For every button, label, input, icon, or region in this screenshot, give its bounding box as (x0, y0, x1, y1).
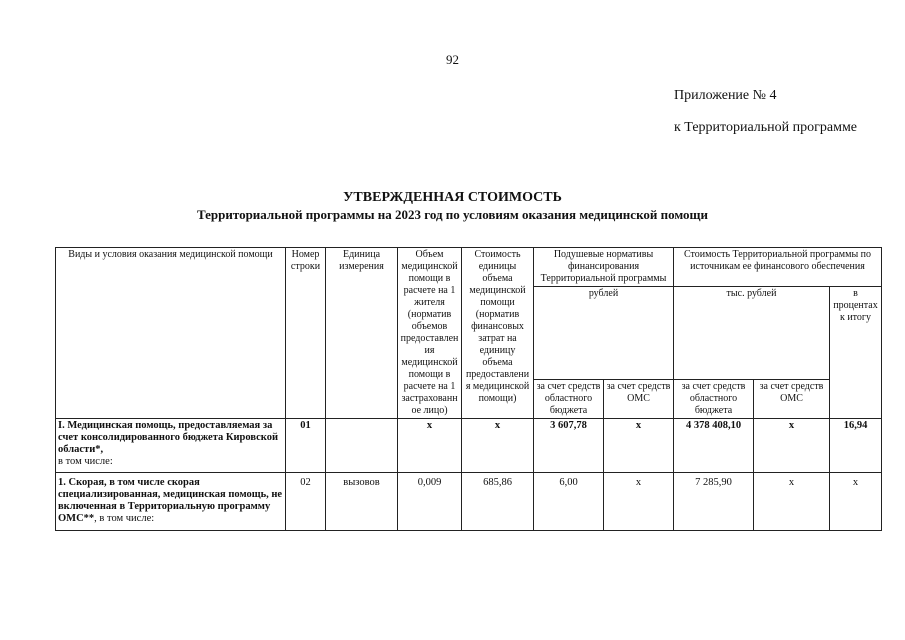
row-pc-budget: 6,00 (534, 473, 604, 531)
row-name (56, 473, 286, 531)
row-line: 02 (286, 473, 326, 531)
cost-table (55, 247, 882, 531)
header-types: Виды и условия оказания медицинской помощи (56, 248, 286, 419)
header-unit-cost: Стоимость единицы объема медицинской помощи (норматив финансовых затрат на единицу объема предоставления медицинской помощи) (462, 248, 534, 419)
header-cost-budget: за счет средств областного бюджета (674, 380, 754, 419)
row-line: 01 (286, 419, 326, 473)
header-unit: Единица измерения (326, 248, 398, 419)
document-title: УТВЕРЖДЕННАЯ СТОИМОСТЬ (343, 190, 562, 205)
row-volume: 0,009 (398, 473, 462, 531)
row-unit-cost: х (462, 419, 534, 473)
row-cost-budget: 7 285,90 (674, 473, 754, 531)
header-volume: Объем медицинской помощи в расчете на 1 жителя (норматив объемов предоставления медицинской помощи в расчете на 1 застрахованное лицо) (398, 248, 462, 419)
appendix-title: Приложение № 4 (674, 88, 777, 103)
header-per-capita: Подушевые нормативы финансирования Территориальной программы (534, 248, 674, 287)
row-name-bold: I. Медицинская помощь, предоставляемая за счет консолидированного бюджета Кировской области*, (58, 420, 279, 455)
header-pc-budget: за счет средств областного бюджета (534, 380, 604, 419)
header-program-cost: Стоимость Территориальной программы по источникам ее финансового обеспечения (674, 248, 882, 287)
header-percent: в процентах к итогу (830, 287, 882, 419)
row-cost-oms: х (754, 473, 830, 531)
document-subtitle: Территориальной программы на 2023 год по условиям оказания медицинской помощи (196, 207, 709, 222)
row-unit (326, 419, 398, 473)
row-pc-budget: 3 607,78 (534, 419, 604, 473)
row-percent: 16,94 (830, 419, 882, 473)
row-cost-budget: 4 378 408,10 (674, 419, 754, 473)
row-volume: х (398, 419, 462, 473)
header-rubles: рублей (534, 287, 674, 380)
row-name-regular: , в том числе: (94, 513, 155, 524)
row-name (56, 419, 286, 473)
row-unit: вызовов (326, 473, 398, 531)
table-row (56, 419, 882, 473)
header-line-number: Номер строки (286, 248, 326, 419)
appendix-subtitle: к Территориальной программе (674, 120, 858, 135)
row-percent: х (830, 473, 882, 531)
row-cost-oms: х (754, 419, 830, 473)
header-pc-oms: за счет средств ОМС (604, 380, 674, 419)
header-cost-oms: за счет средств ОМС (754, 380, 830, 419)
row-unit-cost: 685,86 (462, 473, 534, 531)
row-name-regular: в том числе: (58, 456, 113, 467)
header-row-1 (56, 248, 882, 287)
page-number: 92 (446, 52, 459, 67)
table-row (56, 473, 882, 531)
header-thousand-rubles: тыс. рублей (674, 287, 830, 380)
row-pc-oms: х (604, 473, 674, 531)
row-name-bold: 1. Скорая, в том числе скорая специализированная, медицинская помощь, не включенная в Территориальную программу ОМС** (58, 477, 283, 524)
row-pc-oms: х (604, 419, 674, 473)
